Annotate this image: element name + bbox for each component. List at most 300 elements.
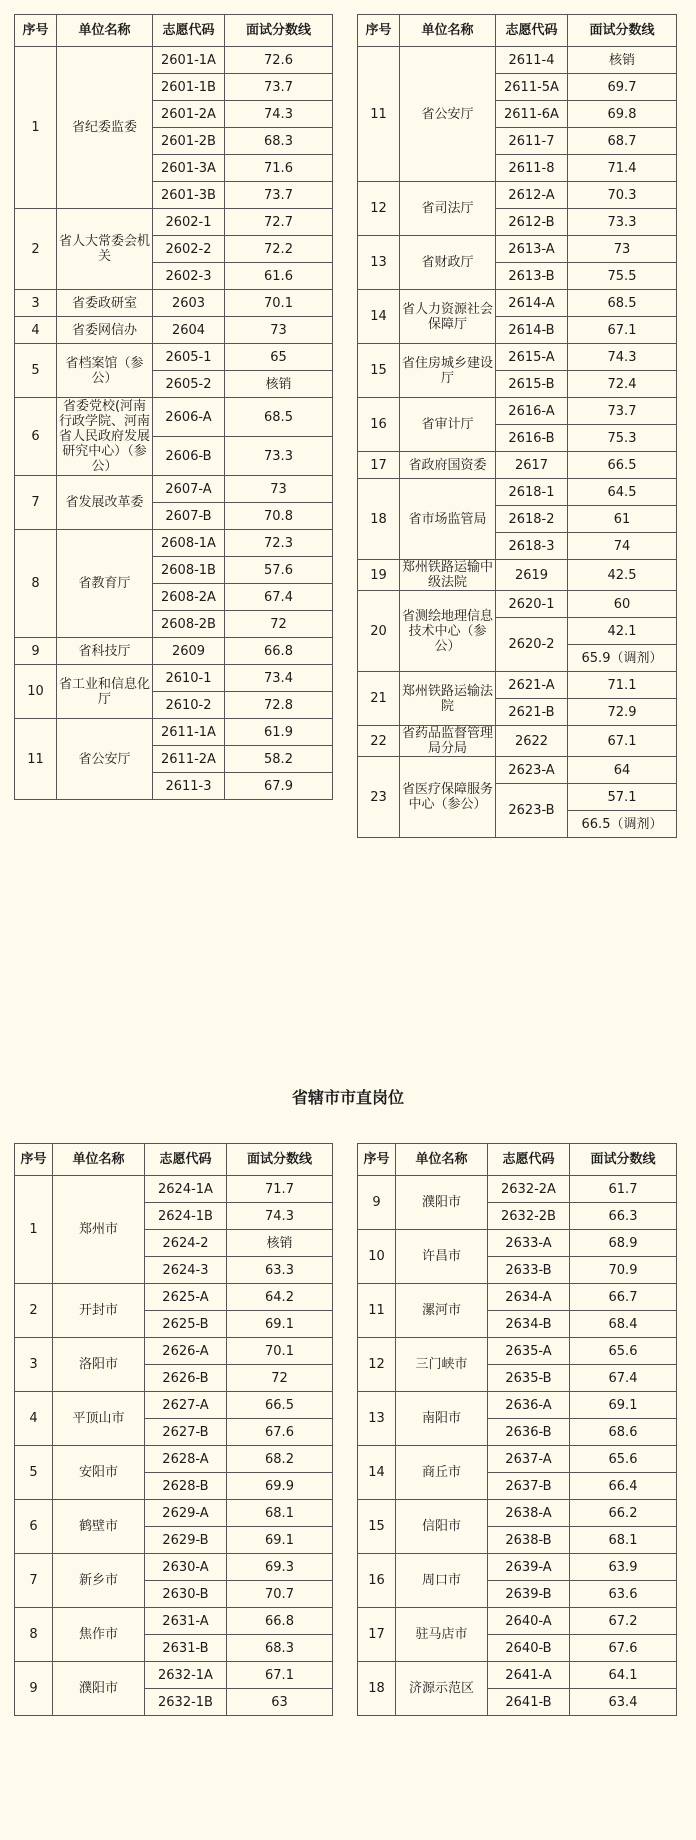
position-code: 2624-1A: [145, 1176, 227, 1203]
position-code: 2601-3B: [153, 182, 225, 209]
row-number: 16: [358, 398, 400, 452]
row-number: 4: [15, 1392, 53, 1446]
score-line: 68.1: [227, 1500, 333, 1527]
position-code: 2639-B: [488, 1581, 570, 1608]
score-line: 72.8: [225, 692, 333, 719]
score-line: 72.9: [568, 699, 677, 726]
position-code: 2614-B: [496, 317, 568, 344]
score-line: 66.8: [227, 1608, 333, 1635]
unit-name: 省公安厅: [400, 47, 496, 182]
table-row: [358, 1446, 677, 1473]
row-number: 13: [358, 236, 400, 290]
table-row: [15, 1608, 333, 1635]
unit-name: 商丘市: [396, 1446, 488, 1500]
score-line: 66.5: [568, 452, 677, 479]
position-code: 2607-B: [153, 503, 225, 530]
row-number: 2: [15, 209, 57, 290]
position-code: 2631-A: [145, 1608, 227, 1635]
score-line: 66.3: [570, 1203, 677, 1230]
position-code: 2636-A: [488, 1392, 570, 1419]
score-line: 67.4: [570, 1365, 677, 1392]
row-number: 18: [358, 1662, 396, 1716]
position-code: 2601-3A: [153, 155, 225, 182]
score-line: 66.2: [570, 1500, 677, 1527]
row-number: 1: [15, 47, 57, 209]
score-line: 67.9: [225, 773, 333, 800]
unit-name: 南阳市: [396, 1392, 488, 1446]
score-line: 67.1: [568, 726, 677, 757]
position-code: 2633-A: [488, 1230, 570, 1257]
table-row: [15, 398, 333, 437]
position-code: 2603: [153, 290, 225, 317]
position-code: 2611-5A: [496, 74, 568, 101]
unit-name: 省司法厅: [400, 182, 496, 236]
row-number: 9: [15, 1662, 53, 1716]
position-code: 2633-B: [488, 1257, 570, 1284]
row-number: 15: [358, 344, 400, 398]
unit-name: 安阳市: [53, 1446, 145, 1500]
score-line: 64.5: [568, 479, 677, 506]
score-line: 核销: [227, 1230, 333, 1257]
position-code: 2640-A: [488, 1608, 570, 1635]
position-code: 2632-1A: [145, 1662, 227, 1689]
position-code: 2634-B: [488, 1311, 570, 1338]
unit-name: 郑州铁路运输中级法院: [400, 560, 496, 591]
score-line: 68.6: [570, 1419, 677, 1446]
table-row: [15, 290, 333, 317]
score-line: 71.4: [568, 155, 677, 182]
score-line: 42.5: [568, 560, 677, 591]
row-number: 18: [358, 479, 400, 560]
position-code: 2626-B: [145, 1365, 227, 1392]
row-number: 15: [358, 1500, 396, 1554]
row-number: 23: [358, 757, 400, 838]
score-line: 73: [225, 317, 333, 344]
col-header-code: 志愿代码: [496, 15, 568, 47]
position-code: 2623-B: [496, 784, 568, 838]
table-row: [358, 398, 677, 425]
unit-name: 信阳市: [396, 1500, 488, 1554]
position-code: 2609: [153, 638, 225, 665]
table-city-left: [14, 1143, 333, 1716]
position-code: 2608-2B: [153, 611, 225, 638]
position-code: 2637-B: [488, 1473, 570, 1500]
score-line: 74: [568, 533, 677, 560]
position-code: 2601-2A: [153, 101, 225, 128]
row-number: 1: [15, 1176, 53, 1284]
position-code: 2610-1: [153, 665, 225, 692]
position-code: 2635-B: [488, 1365, 570, 1392]
position-code: 2627-B: [145, 1419, 227, 1446]
table-row: [358, 452, 677, 479]
score-line: 66.8: [225, 638, 333, 665]
table-row: [358, 1284, 677, 1311]
row-number: 9: [15, 638, 57, 665]
score-line: 70.1: [225, 290, 333, 317]
position-code: 2615-A: [496, 344, 568, 371]
score-line: 74.3: [225, 101, 333, 128]
col-header-code: 志愿代码: [145, 1144, 227, 1176]
position-code: 2632-1B: [145, 1689, 227, 1716]
row-number: 21: [358, 672, 400, 726]
position-code: 2621-B: [496, 699, 568, 726]
score-line: 69.1: [570, 1392, 677, 1419]
score-line: 72.4: [568, 371, 677, 398]
position-code: 2638-A: [488, 1500, 570, 1527]
score-line: 71.6: [225, 155, 333, 182]
position-code: 2641-B: [488, 1689, 570, 1716]
unit-name: 济源示范区: [396, 1662, 488, 1716]
position-code: 2602-3: [153, 263, 225, 290]
row-number: 14: [358, 1446, 396, 1500]
score-line: 67.4: [225, 584, 333, 611]
score-line: 69.8: [568, 101, 677, 128]
row-number: 17: [358, 1608, 396, 1662]
position-code: 2611-1A: [153, 719, 225, 746]
score-line: 68.5: [225, 398, 333, 437]
table-row: [15, 1176, 333, 1203]
score-line: 70.8: [225, 503, 333, 530]
score-line: 63.3: [227, 1257, 333, 1284]
header-row: [358, 1144, 677, 1176]
unit-name: 省发展改革委: [57, 476, 153, 530]
col-header-code: 志愿代码: [153, 15, 225, 47]
position-code: 2608-1B: [153, 557, 225, 584]
row-number: 5: [15, 1446, 53, 1500]
table-row: [15, 665, 333, 692]
table-province-right: [357, 14, 677, 838]
position-code: 2618-3: [496, 533, 568, 560]
score-line: 65: [225, 344, 333, 371]
position-code: 2606-A: [153, 398, 225, 437]
row-number: 19: [358, 560, 400, 591]
score-line: 69.1: [227, 1311, 333, 1338]
score-line: 68.1: [570, 1527, 677, 1554]
row-number: 14: [358, 290, 400, 344]
position-code: 2613-A: [496, 236, 568, 263]
row-number: 12: [358, 1338, 396, 1392]
unit-name: 三门峡市: [396, 1338, 488, 1392]
row-number: 6: [15, 1500, 53, 1554]
unit-name: 开封市: [53, 1284, 145, 1338]
row-number: 10: [358, 1230, 396, 1284]
score-line: 69.1: [227, 1527, 333, 1554]
table-row: [358, 1176, 677, 1203]
header-row: [15, 1144, 333, 1176]
score-line: 65.6: [570, 1446, 677, 1473]
score-line: 72: [225, 611, 333, 638]
position-code: 2616-A: [496, 398, 568, 425]
table-row: [15, 719, 333, 746]
table-row: [15, 1338, 333, 1365]
unit-name: 省人大常委会机关: [57, 209, 153, 290]
position-code: 2637-A: [488, 1446, 570, 1473]
table-row: [15, 638, 333, 665]
table-row: [15, 1446, 333, 1473]
unit-name: 省教育厅: [57, 530, 153, 638]
position-code: 2627-A: [145, 1392, 227, 1419]
score-line: 63.4: [570, 1689, 677, 1716]
table-province-left: [14, 14, 333, 800]
unit-name: 省市场监管局: [400, 479, 496, 560]
row-number: 17: [358, 452, 400, 479]
table-row: [358, 591, 677, 618]
unit-name: 省委网信办: [57, 317, 153, 344]
score-line: 71.7: [227, 1176, 333, 1203]
score-line: 66.5（调剂）: [568, 811, 677, 838]
position-code: 2639-A: [488, 1554, 570, 1581]
score-line: 68.4: [570, 1311, 677, 1338]
position-code: 2638-B: [488, 1527, 570, 1554]
score-line: 68.2: [227, 1446, 333, 1473]
unit-name: 省委党校(河南行政学院、河南省人民政府发展研究中心）（参公）: [57, 398, 153, 476]
score-line: 70.7: [227, 1581, 333, 1608]
unit-name: 濮阳市: [396, 1176, 488, 1230]
position-code: 2616-B: [496, 425, 568, 452]
score-line: 60: [568, 591, 677, 618]
score-line: 61.6: [225, 263, 333, 290]
position-code: 2608-2A: [153, 584, 225, 611]
position-code: 2622: [496, 726, 568, 757]
score-line: 72: [227, 1365, 333, 1392]
score-line: 72.6: [225, 47, 333, 74]
row-number: 2: [15, 1284, 53, 1338]
score-line: 63: [227, 1689, 333, 1716]
position-code: 2631-B: [145, 1635, 227, 1662]
table-row: [358, 1338, 677, 1365]
score-line: 73.7: [225, 182, 333, 209]
col-header-no: 序号: [358, 1144, 396, 1176]
score-line: 68.3: [225, 128, 333, 155]
position-code: 2640-B: [488, 1635, 570, 1662]
unit-name: 省委政研室: [57, 290, 153, 317]
table-row: [15, 476, 333, 503]
position-code: 2611-8: [496, 155, 568, 182]
unit-name: 郑州铁路运输法院: [400, 672, 496, 726]
table-row: [15, 1392, 333, 1419]
score-line: 75.5: [568, 263, 677, 290]
score-line: 74.3: [568, 344, 677, 371]
score-line: 42.1: [568, 618, 677, 645]
col-header-score: 面试分数线: [227, 1144, 333, 1176]
unit-name: 省公安厅: [57, 719, 153, 800]
row-number: 13: [358, 1392, 396, 1446]
unit-name: 周口市: [396, 1554, 488, 1608]
position-code: 2635-A: [488, 1338, 570, 1365]
position-code: 2601-1A: [153, 47, 225, 74]
score-line: 69.9: [227, 1473, 333, 1500]
col-header-score: 面试分数线: [225, 15, 333, 47]
col-header-unit: 单位名称: [53, 1144, 145, 1176]
table-row: [358, 1554, 677, 1581]
position-code: 2605-1: [153, 344, 225, 371]
position-code: 2618-2: [496, 506, 568, 533]
position-code: 2623-A: [496, 757, 568, 784]
score-line: 66.4: [570, 1473, 677, 1500]
table-row: [15, 317, 333, 344]
position-code: 2612-A: [496, 182, 568, 209]
row-number: 3: [15, 1338, 53, 1392]
score-line: 69.7: [568, 74, 677, 101]
score-line: 68.7: [568, 128, 677, 155]
unit-name: 省住房城乡建设厅: [400, 344, 496, 398]
col-header-no: 序号: [15, 1144, 53, 1176]
position-code: 2620-1: [496, 591, 568, 618]
row-number: 3: [15, 290, 57, 317]
score-line: 68.3: [227, 1635, 333, 1662]
unit-name: 漯河市: [396, 1284, 488, 1338]
unit-name: 焦作市: [53, 1608, 145, 1662]
table-row: [15, 1284, 333, 1311]
table-row: [358, 1392, 677, 1419]
score-line: 67.2: [570, 1608, 677, 1635]
table-row: [15, 1500, 333, 1527]
score-line: 67.6: [570, 1635, 677, 1662]
row-number: 5: [15, 344, 57, 398]
position-code: 2602-1: [153, 209, 225, 236]
table-row: [15, 47, 333, 74]
col-header-unit: 单位名称: [57, 15, 153, 47]
header-row: [15, 15, 333, 47]
score-line: 核销: [568, 47, 677, 74]
score-line: 70.1: [227, 1338, 333, 1365]
score-line: 核销: [225, 371, 333, 398]
row-number: 7: [15, 1554, 53, 1608]
position-code: 2613-B: [496, 263, 568, 290]
position-code: 2611-6A: [496, 101, 568, 128]
score-line: 66.5: [227, 1392, 333, 1419]
row-number: 6: [15, 398, 57, 476]
score-line: 67.1: [227, 1662, 333, 1689]
score-line: 73.7: [225, 74, 333, 101]
col-header-no: 序号: [358, 15, 400, 47]
col-header-score: 面试分数线: [568, 15, 677, 47]
position-code: 2624-1B: [145, 1203, 227, 1230]
table-row: [358, 1500, 677, 1527]
position-code: 2615-B: [496, 371, 568, 398]
row-number: 16: [358, 1554, 396, 1608]
table-city-right: [357, 1143, 677, 1716]
score-line: 64.1: [570, 1662, 677, 1689]
score-line: 73.4: [225, 665, 333, 692]
score-line: 61: [568, 506, 677, 533]
row-number: 12: [358, 182, 400, 236]
col-header-score: 面试分数线: [570, 1144, 677, 1176]
position-code: 2620-2: [496, 618, 568, 672]
position-code: 2628-A: [145, 1446, 227, 1473]
unit-name: 省政府国资委: [400, 452, 496, 479]
score-line: 73: [225, 476, 333, 503]
unit-name: 省科技厅: [57, 638, 153, 665]
score-line: 57.6: [225, 557, 333, 584]
score-line: 61.9: [225, 719, 333, 746]
score-line: 65.6: [570, 1338, 677, 1365]
unit-name: 省档案馆（参公）: [57, 344, 153, 398]
unit-name: 省医疗保障服务中心（参公）: [400, 757, 496, 838]
position-code: 2632-2A: [488, 1176, 570, 1203]
score-line: 58.2: [225, 746, 333, 773]
position-code: 2611-3: [153, 773, 225, 800]
col-header-no: 序号: [15, 15, 57, 47]
position-code: 2614-A: [496, 290, 568, 317]
table-row: [358, 344, 677, 371]
position-code: 2602-2: [153, 236, 225, 263]
row-number: 10: [15, 665, 57, 719]
table-row: [358, 1230, 677, 1257]
position-code: 2624-3: [145, 1257, 227, 1284]
unit-name: 新乡市: [53, 1554, 145, 1608]
score-line: 70.9: [570, 1257, 677, 1284]
table-row: [358, 757, 677, 784]
row-number: 7: [15, 476, 57, 530]
unit-name: 许昌市: [396, 1230, 488, 1284]
position-code: 2618-1: [496, 479, 568, 506]
score-line: 64: [568, 757, 677, 784]
table-row: [358, 1662, 677, 1689]
row-number: 11: [358, 47, 400, 182]
table-row: [15, 344, 333, 371]
unit-name: 平顶山市: [53, 1392, 145, 1446]
score-line: 73.3: [568, 209, 677, 236]
position-code: 2630-A: [145, 1554, 227, 1581]
position-code: 2604: [153, 317, 225, 344]
score-line: 73.3: [225, 437, 333, 476]
table-row: [15, 1554, 333, 1581]
score-line: 68.5: [568, 290, 677, 317]
unit-name: 驻马店市: [396, 1608, 488, 1662]
score-line: 64.2: [227, 1284, 333, 1311]
position-code: 2630-B: [145, 1581, 227, 1608]
row-number: 20: [358, 591, 400, 672]
score-line: 70.3: [568, 182, 677, 209]
position-code: 2624-2: [145, 1230, 227, 1257]
row-number: 22: [358, 726, 400, 757]
unit-name: 洛阳市: [53, 1338, 145, 1392]
score-line: 75.3: [568, 425, 677, 452]
score-line: 61.7: [570, 1176, 677, 1203]
score-line: 69.3: [227, 1554, 333, 1581]
section-title: 省辖市市直岗位: [291, 1088, 404, 1107]
unit-name: 省纪委监委: [57, 47, 153, 209]
position-code: 2621-A: [496, 672, 568, 699]
position-code: 2641-A: [488, 1662, 570, 1689]
row-number: 8: [15, 530, 57, 638]
table-row: [358, 47, 677, 74]
position-code: 2611-2A: [153, 746, 225, 773]
unit-name: 省审计厅: [400, 398, 496, 452]
position-code: 2626-A: [145, 1338, 227, 1365]
unit-name: 省财政厅: [400, 236, 496, 290]
position-code: 2636-B: [488, 1419, 570, 1446]
unit-name: 濮阳市: [53, 1662, 145, 1716]
table-row: [15, 209, 333, 236]
table-row: [15, 530, 333, 557]
unit-name: 省药品监督管理局分局: [400, 726, 496, 757]
score-line: 66.7: [570, 1284, 677, 1311]
unit-name: 省人力资源社会保障厅: [400, 290, 496, 344]
row-number: 4: [15, 317, 57, 344]
score-line: 67.1: [568, 317, 677, 344]
position-code: 2628-B: [145, 1473, 227, 1500]
row-number: 11: [358, 1284, 396, 1338]
table-row: [358, 672, 677, 699]
col-header-code: 志愿代码: [488, 1144, 570, 1176]
position-code: 2629-B: [145, 1527, 227, 1554]
col-header-unit: 单位名称: [396, 1144, 488, 1176]
position-code: 2632-2B: [488, 1203, 570, 1230]
table-row: [358, 182, 677, 209]
position-code: 2607-A: [153, 476, 225, 503]
